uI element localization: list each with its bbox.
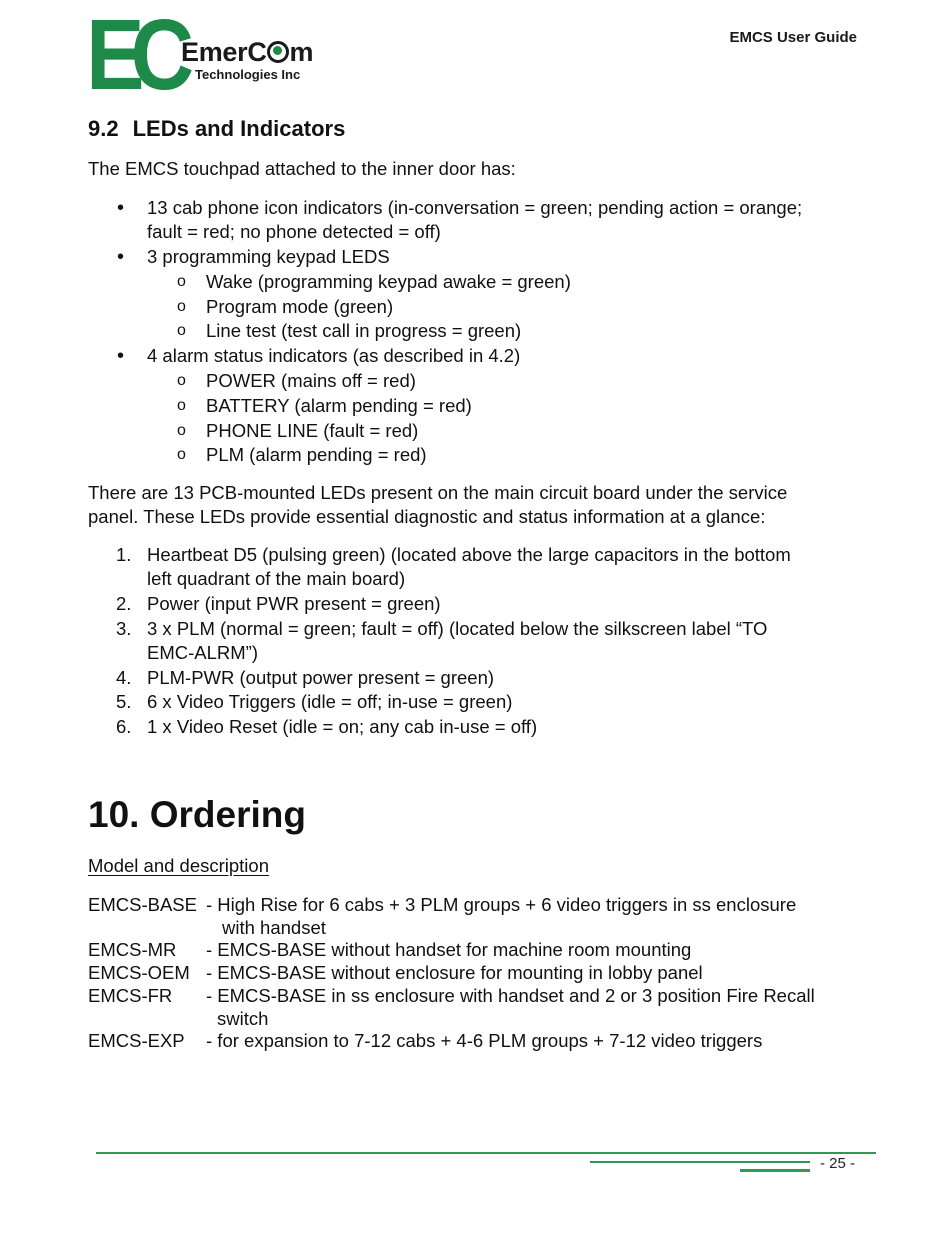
numbered-item-text: EMC-ALRM”)	[147, 642, 258, 663]
model-description: - EMCS-BASE without enclosure for mounting in lobby panel	[206, 962, 703, 983]
model-code: EMCS-MR	[88, 939, 177, 960]
footer-rule-short	[590, 1161, 810, 1163]
footer-rule-accent	[740, 1169, 810, 1172]
sub-bullet-marker: o	[177, 397, 186, 414]
bullet-marker: •	[117, 345, 125, 367]
numbered-item-number: 3.	[116, 618, 132, 639]
bullet-marker: •	[117, 197, 125, 219]
numbered-item-text: 6 x Video Triggers (idle = off; in-use = green)	[147, 691, 513, 712]
model-description: - High Rise for 6 cabs + 3 PLM groups + 6 video triggers in ss enclosure	[206, 894, 797, 915]
numbered-item-text: 1 x Video Reset (idle = on; any cab in-use = off)	[147, 716, 538, 737]
sub-bullet-marker: o	[177, 298, 186, 315]
model-code: EMCS-EXP	[88, 1030, 185, 1051]
section-heading-9-2: 9.2 LEDs and Indicators	[88, 116, 346, 141]
numbered-item-number: 2.	[116, 593, 132, 614]
model-code: EMCS-OEM	[88, 962, 190, 983]
sub-bullet-text: Wake (programming keypad awake = green)	[206, 271, 571, 292]
bullet-text: 3 programming keypad LEDS	[147, 246, 390, 267]
document-title: EMCS User Guide	[729, 29, 857, 46]
numbered-item-text: PLM-PWR (output power present = green)	[147, 667, 495, 688]
bullet-text: fault = red; no phone detected = off)	[147, 221, 441, 242]
section-heading-10: 10. Ordering	[88, 794, 306, 835]
company-logo	[86, 0, 336, 111]
model-description: - for expansion to 7-12 cabs + 4-6 PLM groups + 7-12 video triggers	[206, 1030, 763, 1051]
page-number: - 25 -	[820, 1155, 856, 1172]
sub-bullet-text: Program mode (green)	[206, 296, 394, 317]
model-code: EMCS-BASE	[88, 894, 197, 915]
logo-subtitle: Technologies Inc	[195, 67, 301, 82]
sub-bullet-marker: o	[177, 422, 186, 439]
svg-text:EC: EC	[86, 0, 193, 111]
sub-bullet-text: PLM (alarm pending = red)	[206, 444, 427, 465]
bullet-marker: •	[117, 246, 125, 268]
numbered-item-text: left quadrant of the main board)	[147, 568, 406, 589]
sub-bullet-text: POWER (mains off = red)	[206, 370, 416, 391]
numbered-item-text: Power (input PWR present = green)	[147, 593, 441, 614]
sub-bullet-text: Line test (test call in progress = green)	[206, 320, 522, 341]
sub-bullet-marker: o	[177, 372, 186, 389]
sub-bullet-marker: o	[177, 322, 186, 339]
sub-bullet-text: PHONE LINE (fault = red)	[206, 420, 419, 441]
model-code: EMCS-FR	[88, 985, 173, 1006]
bullet-text: 4 alarm status indicators (as described in 4.2)	[147, 345, 521, 366]
sub-bullet-marker: o	[177, 273, 186, 290]
numbered-item-number: 4.	[116, 667, 132, 688]
sub-bullet-marker: o	[177, 446, 186, 463]
bullet-text: 13 cab phone icon indicators (in-conversation = green; pending action = orange;	[147, 197, 803, 218]
logo-brand-name: EmerC m	[181, 37, 314, 67]
logo-o-ring	[267, 41, 289, 63]
pcb-paragraph-line: There are 13 PCB-mounted LEDs present on the main circuit board under the service	[88, 482, 788, 503]
sub-bullet-text: BATTERY (alarm pending = red)	[206, 395, 472, 416]
ec-logo-mark	[86, 0, 193, 111]
model-description: switch	[217, 1008, 269, 1029]
model-list-heading: Model and description	[88, 855, 269, 876]
model-description: with handset	[222, 917, 326, 938]
numbered-item-text: Heartbeat D5 (pulsing green) (located above the large capacitors in the bottom	[147, 544, 791, 565]
numbered-item-number: 1.	[116, 544, 132, 565]
numbered-item-number: 5.	[116, 691, 132, 712]
numbered-item-number: 6.	[116, 716, 132, 737]
model-description: - EMCS-BASE in ss enclosure with handset and 2 or 3 position Fire Recall	[206, 985, 815, 1006]
footer-rule	[96, 1152, 876, 1154]
pcb-paragraph-line: panel. These LEDs provide essential diagnostic and status information at a glance:	[88, 506, 766, 527]
intro-text: The EMCS touchpad attached to the inner door has:	[88, 158, 516, 179]
model-description: - EMCS-BASE without handset for machine room mounting	[206, 939, 692, 960]
numbered-item-text: 3 x PLM (normal = green; fault = off) (located below the silkscreen label “TO	[147, 618, 768, 639]
